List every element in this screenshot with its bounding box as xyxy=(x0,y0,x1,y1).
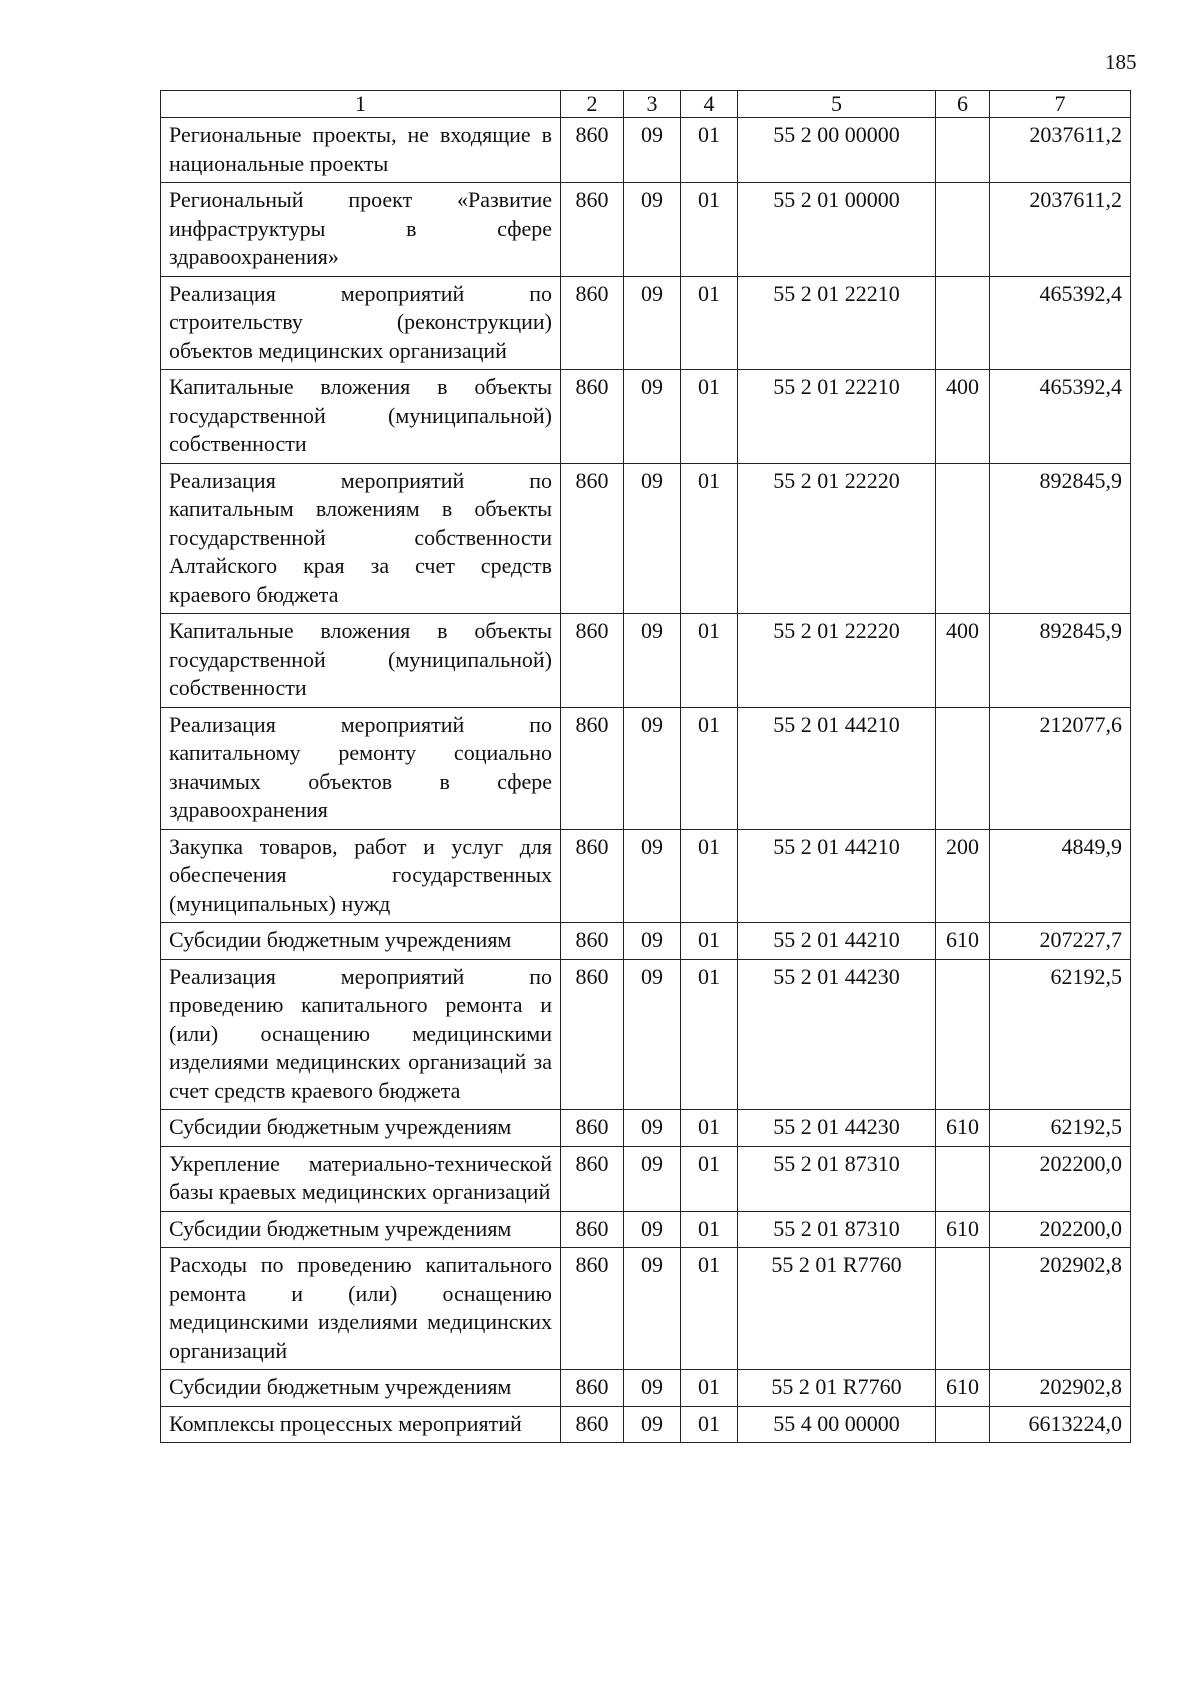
amount-cell: 202200,0 xyxy=(990,1146,1131,1211)
table-row xyxy=(161,1248,1131,1370)
table-row xyxy=(161,463,1131,614)
table-row xyxy=(161,959,1131,1110)
target-article-cell: 55 2 01 87310 xyxy=(738,1146,936,1211)
target-article-cell: 55 2 01 44230 xyxy=(738,1110,936,1147)
section-code-cell: 09 xyxy=(624,1370,681,1407)
expense-type-cell xyxy=(936,118,990,183)
ministry-code-cell: 860 xyxy=(561,614,624,708)
table-row xyxy=(161,1146,1131,1211)
section-code-cell: 09 xyxy=(624,1211,681,1248)
target-article-cell: 55 2 01 22220 xyxy=(738,463,936,614)
item-name-cell: Реализация мероприятий по капитальному ремонту социально значимых объектов в сфере здравоохранения xyxy=(161,707,561,829)
item-name-cell: Реализация мероприятий по строительству (реконструкции) объектов медицинских организаций xyxy=(161,276,561,370)
ministry-code-cell: 860 xyxy=(561,707,624,829)
target-article-cell: 55 2 01 22210 xyxy=(738,370,936,464)
expense-type-cell: 610 xyxy=(936,1211,990,1248)
item-name-cell: Реализация мероприятий по капитальным вложениям в объекты государственной собственности Алтайского края за счет средств краевого бюджета xyxy=(161,463,561,614)
target-article-cell: 55 2 01 R7760 xyxy=(738,1248,936,1370)
target-article-cell: 55 2 01 R7760 xyxy=(738,1370,936,1407)
ministry-code-cell: 860 xyxy=(561,959,624,1110)
item-name-cell: Субсидии бюджетным учреждениям xyxy=(161,923,561,960)
subsection-code-cell: 01 xyxy=(681,923,738,960)
subsection-code-cell: 01 xyxy=(681,707,738,829)
item-name-cell: Укрепление материально-технической базы краевых медицинских организаций xyxy=(161,1146,561,1211)
subsection-code-cell: 01 xyxy=(681,370,738,464)
ministry-code-cell: 860 xyxy=(561,923,624,960)
table-row xyxy=(161,1406,1131,1443)
item-name-cell: Капитальные вложения в объекты государственной (муниципальной) собственности xyxy=(161,370,561,464)
section-code-cell: 09 xyxy=(624,923,681,960)
expense-type-cell xyxy=(936,1146,990,1211)
expense-type-cell: 200 xyxy=(936,829,990,923)
item-name-cell: Комплексы процессных мероприятий xyxy=(161,1406,561,1443)
subsection-code-cell: 01 xyxy=(681,463,738,614)
expense-type-cell: 610 xyxy=(936,1110,990,1147)
ministry-code-cell: 860 xyxy=(561,370,624,464)
target-article-cell: 55 2 00 00000 xyxy=(738,118,936,183)
table-row xyxy=(161,1370,1131,1407)
expense-type-cell: 400 xyxy=(936,370,990,464)
amount-cell: 62192,5 xyxy=(990,1110,1131,1147)
ministry-code-cell: 860 xyxy=(561,1406,624,1443)
table-row xyxy=(161,183,1131,277)
target-article-cell: 55 2 01 44210 xyxy=(738,707,936,829)
target-article-cell: 55 2 01 44210 xyxy=(738,923,936,960)
section-code-cell: 09 xyxy=(624,276,681,370)
amount-cell: 6613224,0 xyxy=(990,1406,1131,1443)
column-header-7: 7 xyxy=(990,91,1131,118)
ministry-code-cell: 860 xyxy=(561,1248,624,1370)
table-row xyxy=(161,923,1131,960)
ministry-code-cell: 860 xyxy=(561,829,624,923)
target-article-cell: 55 2 01 22210 xyxy=(738,276,936,370)
item-name-cell: Закупка товаров, работ и услуг для обеспечения государственных (муниципальных) нужд xyxy=(161,829,561,923)
column-header-1: 1 xyxy=(161,91,561,118)
ministry-code-cell: 860 xyxy=(561,1211,624,1248)
table-row xyxy=(161,118,1131,183)
column-header-4: 4 xyxy=(681,91,738,118)
ministry-code-cell: 860 xyxy=(561,463,624,614)
ministry-code-cell: 860 xyxy=(561,118,624,183)
expense-type-cell xyxy=(936,959,990,1110)
amount-cell: 202902,8 xyxy=(990,1248,1131,1370)
subsection-code-cell: 01 xyxy=(681,1248,738,1370)
item-name-cell: Региональный проект «Развитие инфраструктуры в сфере здравоохранения» xyxy=(161,183,561,277)
amount-cell: 202200,0 xyxy=(990,1211,1131,1248)
subsection-code-cell: 01 xyxy=(681,183,738,277)
section-code-cell: 09 xyxy=(624,118,681,183)
ministry-code-cell: 860 xyxy=(561,183,624,277)
amount-cell: 892845,9 xyxy=(990,614,1131,708)
amount-cell: 465392,4 xyxy=(990,276,1131,370)
section-code-cell: 09 xyxy=(624,1248,681,1370)
item-name-cell: Субсидии бюджетным учреждениям xyxy=(161,1211,561,1248)
subsection-code-cell: 01 xyxy=(681,276,738,370)
section-code-cell: 09 xyxy=(624,829,681,923)
expense-type-cell: 610 xyxy=(936,923,990,960)
expense-type-cell: 610 xyxy=(936,1370,990,1407)
column-header-2: 2 xyxy=(561,91,624,118)
amount-cell: 202902,8 xyxy=(990,1370,1131,1407)
expense-type-cell xyxy=(936,1406,990,1443)
amount-cell: 2037611,2 xyxy=(990,118,1131,183)
subsection-code-cell: 01 xyxy=(681,1146,738,1211)
subsection-code-cell: 01 xyxy=(681,118,738,183)
table-row xyxy=(161,1110,1131,1147)
subsection-code-cell: 01 xyxy=(681,959,738,1110)
expense-type-cell xyxy=(936,276,990,370)
section-code-cell: 09 xyxy=(624,183,681,277)
target-article-cell: 55 2 01 00000 xyxy=(738,183,936,277)
amount-cell: 465392,4 xyxy=(990,370,1131,464)
expense-type-cell xyxy=(936,183,990,277)
expense-type-cell xyxy=(936,707,990,829)
subsection-code-cell: 01 xyxy=(681,1370,738,1407)
budget-table xyxy=(160,90,1131,1443)
amount-cell: 62192,5 xyxy=(990,959,1131,1110)
table-header-row xyxy=(161,91,1131,118)
target-article-cell: 55 2 01 44230 xyxy=(738,959,936,1110)
ministry-code-cell: 860 xyxy=(561,1110,624,1147)
section-code-cell: 09 xyxy=(624,614,681,708)
table-row xyxy=(161,829,1131,923)
subsection-code-cell: 01 xyxy=(681,1406,738,1443)
table-row xyxy=(161,614,1131,708)
target-article-cell: 55 4 00 00000 xyxy=(738,1406,936,1443)
item-name-cell: Реализация мероприятий по проведению капитального ремонта и (или) оснащению медицинскими изделиями медицинских организаций за счет средств краевого бюджета xyxy=(161,959,561,1110)
ministry-code-cell: 860 xyxy=(561,276,624,370)
amount-cell: 2037611,2 xyxy=(990,183,1131,277)
ministry-code-cell: 860 xyxy=(561,1146,624,1211)
page-number: 185 xyxy=(1105,50,1137,74)
amount-cell: 892845,9 xyxy=(990,463,1131,614)
item-name-cell: Капитальные вложения в объекты государственной (муниципальной) собственности xyxy=(161,614,561,708)
table-row xyxy=(161,707,1131,829)
expense-type-cell xyxy=(936,1248,990,1370)
ministry-code-cell: 860 xyxy=(561,1370,624,1407)
subsection-code-cell: 01 xyxy=(681,829,738,923)
item-name-cell: Региональные проекты, не входящие в национальные проекты xyxy=(161,118,561,183)
column-header-6: 6 xyxy=(936,91,990,118)
item-name-cell: Субсидии бюджетным учреждениям xyxy=(161,1370,561,1407)
item-name-cell: Субсидии бюджетным учреждениям xyxy=(161,1110,561,1147)
column-header-3: 3 xyxy=(624,91,681,118)
target-article-cell: 55 2 01 44210 xyxy=(738,829,936,923)
table-body xyxy=(161,118,1131,1443)
amount-cell: 4849,9 xyxy=(990,829,1131,923)
subsection-code-cell: 01 xyxy=(681,614,738,708)
column-header-5: 5 xyxy=(738,91,936,118)
table-row xyxy=(161,1211,1131,1248)
amount-cell: 212077,6 xyxy=(990,707,1131,829)
table-row xyxy=(161,276,1131,370)
table-row xyxy=(161,370,1131,464)
section-code-cell: 09 xyxy=(624,707,681,829)
item-name-cell: Расходы по проведению капитального ремонта и (или) оснащению медицинскими изделиями медицинских организаций xyxy=(161,1248,561,1370)
subsection-code-cell: 01 xyxy=(681,1110,738,1147)
expense-type-cell: 400 xyxy=(936,614,990,708)
subsection-code-cell: 01 xyxy=(681,1211,738,1248)
section-code-cell: 09 xyxy=(624,1146,681,1211)
section-code-cell: 09 xyxy=(624,1110,681,1147)
expense-type-cell xyxy=(936,463,990,614)
target-article-cell: 55 2 01 22220 xyxy=(738,614,936,708)
section-code-cell: 09 xyxy=(624,959,681,1110)
section-code-cell: 09 xyxy=(624,370,681,464)
target-article-cell: 55 2 01 87310 xyxy=(738,1211,936,1248)
section-code-cell: 09 xyxy=(624,1406,681,1443)
section-code-cell: 09 xyxy=(624,463,681,614)
amount-cell: 207227,7 xyxy=(990,923,1131,960)
